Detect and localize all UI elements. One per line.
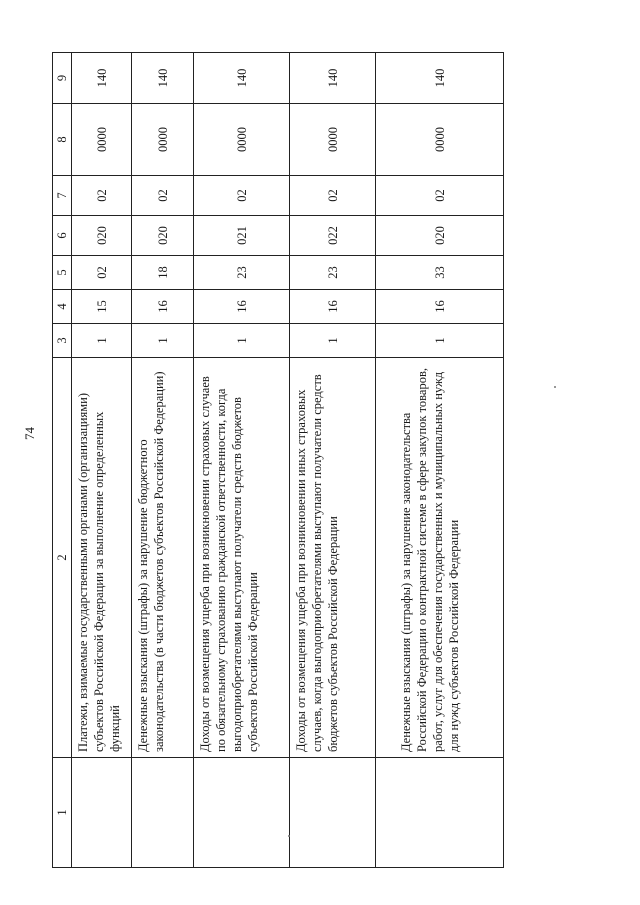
cell-description: Денежные взыскания (штрафы) за нарушение бюджетного законодательства (в части бюджетов субъектов Российской Федерации) — [132, 358, 194, 758]
cell-c4: 16 — [132, 290, 194, 324]
cell-c3: 1 — [132, 324, 194, 358]
cell-c4: 16 — [290, 290, 376, 324]
cell-c1 — [290, 758, 376, 868]
cell-c6: 020 — [376, 216, 504, 256]
cell-c4: 15 — [72, 290, 132, 324]
cell-c1 — [376, 758, 504, 868]
scan-speck — [288, 835, 290, 837]
cell-c5: 23 — [290, 256, 376, 290]
rotated-table-wrapper — [52, 53, 504, 868]
cell-c1 — [72, 758, 132, 868]
cell-description: Доходы от возмещения ущерба при возникновении иных страховых случаев, когда выгодоприобретателями выступают получатели средств бюджетов субъектов Российской Федерации — [290, 358, 376, 758]
cell-c8: 0000 — [72, 104, 132, 176]
cell-c9: 140 — [290, 53, 376, 104]
header-col-4: 4 — [53, 290, 72, 324]
cell-c8: 0000 — [376, 104, 504, 176]
cell-c3: 1 — [194, 324, 290, 358]
cell-c5: 02 — [72, 256, 132, 290]
cell-c9: 140 — [376, 53, 504, 104]
cell-c9: 140 — [132, 53, 194, 104]
cell-c3: 1 — [72, 324, 132, 358]
cell-c6: 021 — [194, 216, 290, 256]
cell-c3: 1 — [290, 324, 376, 358]
table-row — [72, 53, 132, 868]
cell-c6: 022 — [290, 216, 376, 256]
table-row — [132, 53, 194, 868]
scan-speck — [554, 386, 556, 388]
cell-c7: 02 — [132, 176, 194, 216]
header-col-1: 1 — [53, 758, 72, 868]
cell-description: Платежи, взимаемые государственными органами (организациями) субъектов Российской Федерации за выполнение определенных функций — [72, 358, 132, 758]
cell-c9: 140 — [72, 53, 132, 104]
cell-description: Доходы от возмещения ущерба при возникновении страховых случаев по обязательному страхованию гражданской ответственности, когда выгодоприобретателями выступают получатели средств бюджетов субъектов Российской Федерации — [194, 358, 290, 758]
cell-c9: 140 — [194, 53, 290, 104]
cell-description: Денежные взыскания (штрафы) за нарушение законодательства Российской Федерации о контрактной системе в сфере закупок товаров, работ, услуг для обеспечения государственных и муниципальных нужд для нужд субъектов Российской Федерации — [376, 358, 504, 758]
cell-c5: 33 — [376, 256, 504, 290]
cell-c5: 18 — [132, 256, 194, 290]
header-col-3: 3 — [53, 324, 72, 358]
cell-c3: 1 — [376, 324, 504, 358]
cell-c6: 020 — [132, 216, 194, 256]
cell-c5: 23 — [194, 256, 290, 290]
table-row — [290, 53, 376, 868]
table-row — [194, 53, 290, 868]
cell-c7: 02 — [290, 176, 376, 216]
cell-c1 — [132, 758, 194, 868]
cell-c8: 0000 — [194, 104, 290, 176]
header-col-6: 6 — [53, 216, 72, 256]
cell-c4: 16 — [376, 290, 504, 324]
header-col-8: 8 — [53, 104, 72, 176]
cell-c1 — [194, 758, 290, 868]
header-col-7: 7 — [53, 176, 72, 216]
header-col-2: 2 — [53, 358, 72, 758]
page-number: 74 — [22, 427, 37, 440]
table-header-row — [53, 53, 72, 868]
cell-c6: 020 — [72, 216, 132, 256]
cell-c7: 02 — [376, 176, 504, 216]
header-col-9: 9 — [53, 53, 72, 104]
cell-c7: 02 — [194, 176, 290, 216]
cell-c8: 0000 — [290, 104, 376, 176]
header-col-5: 5 — [53, 256, 72, 290]
cell-c8: 0000 — [132, 104, 194, 176]
budget-codes-table — [52, 52, 504, 868]
cell-c7: 02 — [72, 176, 132, 216]
table-row — [376, 53, 504, 868]
cell-c4: 16 — [194, 290, 290, 324]
